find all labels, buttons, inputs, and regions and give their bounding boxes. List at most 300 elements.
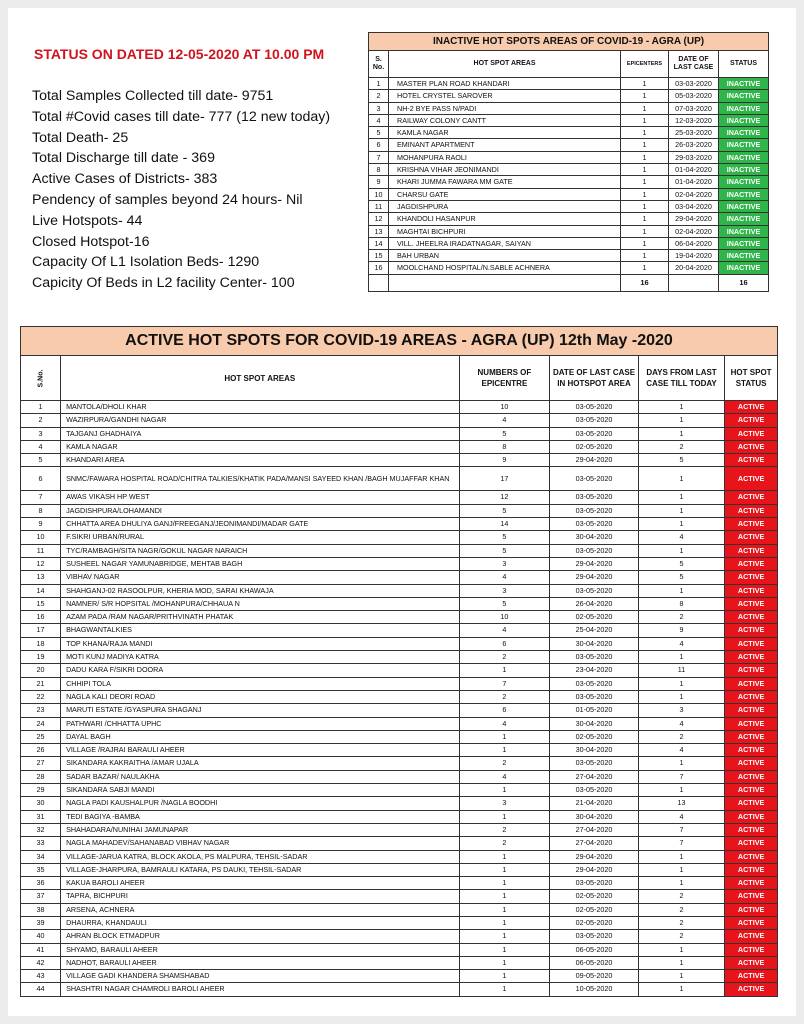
inactive-table-title: INACTIVE HOT SPOTS AREAS OF COVID-19 - AGRA (UP): [369, 33, 769, 51]
table-row: [21, 637, 778, 650]
row-days: 9: [638, 624, 724, 637]
row-days: 4: [638, 531, 724, 544]
status-badge: INACTIVE: [719, 164, 769, 176]
col-epicentre: NUMBERS OF EPICENTRE: [459, 356, 550, 401]
table-row: [369, 114, 769, 126]
status-badge: ACTIVE: [725, 544, 778, 557]
row-date: 29-04-2020: [550, 571, 639, 584]
row-days: 2: [638, 903, 724, 916]
row-sno: 31: [21, 810, 61, 823]
row-sno: 9: [21, 518, 61, 531]
row-date: 02-05-2020: [550, 903, 639, 916]
table-row: [369, 78, 769, 90]
table-row: [21, 414, 778, 427]
row-date: 03-05-2020: [550, 930, 639, 943]
row-epicenters: 1: [621, 262, 669, 274]
row-sno: 40: [21, 930, 61, 943]
row-epicentre: 9: [459, 454, 550, 467]
row-sno: 4: [21, 440, 61, 453]
row-sno: 42: [21, 956, 61, 969]
row-area: NH-2 BYE PASS N/PADI: [389, 102, 621, 114]
table-row: [21, 664, 778, 677]
row-epicenters: 1: [621, 114, 669, 126]
row-area: DAYAL BAGH: [61, 730, 460, 743]
row-date: 02-05-2020: [550, 611, 639, 624]
row-date: 27-04-2020: [550, 823, 639, 836]
row-epicenters: 1: [621, 139, 669, 151]
table-row: [21, 704, 778, 717]
status-badge: INACTIVE: [719, 237, 769, 249]
table-row: [21, 770, 778, 783]
status-badge: INACTIVE: [719, 262, 769, 274]
table-row: [21, 784, 778, 797]
col-days: DAYS FROM LAST CASE TILL TODAY: [638, 356, 724, 401]
row-date: 03-05-2020: [550, 504, 639, 517]
status-badge: INACTIVE: [719, 213, 769, 225]
row-date: 26-04-2020: [550, 597, 639, 610]
row-area: TEDI BAGIYA -BAMBA: [61, 810, 460, 823]
row-date: 06-05-2020: [550, 956, 639, 969]
row-epicentre: 1: [459, 956, 550, 969]
table-row: [21, 970, 778, 983]
row-area: TAPRA, BICHPURI: [61, 890, 460, 903]
status-badge: ACTIVE: [725, 401, 778, 414]
row-days: 1: [638, 504, 724, 517]
row-sno: 3: [21, 427, 61, 440]
row-days: 4: [638, 744, 724, 757]
row-sno: 39: [21, 916, 61, 929]
table-row: [369, 139, 769, 151]
row-area: VILLAGE-JARUA KATRA, BLOCK AKOLA, PS MALPURA, TEHSIL-SADAR: [61, 850, 460, 863]
table-row: [21, 677, 778, 690]
row-days: 1: [638, 414, 724, 427]
table-row: [21, 744, 778, 757]
row-area: SADAR BAZAR/ NAULAKHA: [61, 770, 460, 783]
row-area: AHRAN BLOCK ETMADPUR: [61, 930, 460, 943]
col-sno: S.No.: [37, 369, 45, 387]
row-epicentre: 1: [459, 890, 550, 903]
row-date: 21-04-2020: [550, 797, 639, 810]
row-date: 03-05-2020: [550, 401, 639, 414]
status-badge: ACTIVE: [725, 837, 778, 850]
table-row: [21, 584, 778, 597]
row-epicentre: 14: [459, 518, 550, 531]
status-badge: INACTIVE: [719, 139, 769, 151]
row-epicenters: 1: [621, 176, 669, 188]
table-row: [21, 504, 778, 517]
row-area: RAILWAY COLONY CANTT: [389, 114, 621, 126]
row-area: NAGLA KALI DEORI ROAD: [61, 690, 460, 703]
row-area: MARUTI ESTATE /GYASPURA SHAGANJ: [61, 704, 460, 717]
row-date: 30-04-2020: [550, 531, 639, 544]
row-area: JAGDISHPURA/LOHAMANDI: [61, 504, 460, 517]
row-date: 29-04-2020: [669, 213, 719, 225]
row-date: 02-04-2020: [669, 188, 719, 200]
row-date: 03-05-2020: [550, 677, 639, 690]
row-date: 03-05-2020: [550, 784, 639, 797]
row-days: 1: [638, 757, 724, 770]
row-epicentre: 1: [459, 850, 550, 863]
row-days: 8: [638, 597, 724, 610]
row-sno: 18: [21, 637, 61, 650]
row-area: TYC/RAMBAGH/SITA NAGR/GOKUL NAGAR NARAICH: [61, 544, 460, 557]
row-area: WAZIRPURA/GANDHI NAGAR: [61, 414, 460, 427]
col-sno: S. No.: [369, 51, 389, 78]
row-sno: 14: [21, 584, 61, 597]
row-days: 2: [638, 930, 724, 943]
row-sno: 10: [369, 188, 389, 200]
row-epicentre: 4: [459, 717, 550, 730]
row-days: 2: [638, 916, 724, 929]
row-days: 1: [638, 677, 724, 690]
table-row: [21, 903, 778, 916]
row-sno: 1: [369, 78, 389, 90]
table-row: [369, 237, 769, 249]
row-days: 1: [638, 850, 724, 863]
status-badge: ACTIVE: [725, 427, 778, 440]
row-date: 03-05-2020: [550, 544, 639, 557]
status-badge: ACTIVE: [725, 584, 778, 597]
row-area: KRISHNA VIHAR JEONIMANDI: [389, 164, 621, 176]
status-badge: INACTIVE: [719, 200, 769, 212]
row-days: 1: [638, 401, 724, 414]
row-date: 29-04-2020: [550, 863, 639, 876]
row-epicenters: 1: [621, 127, 669, 139]
col-date: DATE OF LAST CASE IN HOTSPOT AREA: [550, 356, 639, 401]
row-days: 1: [638, 491, 724, 504]
row-sno: 41: [21, 943, 61, 956]
row-days: 1: [638, 651, 724, 664]
row-sno: 21: [21, 677, 61, 690]
table-row: [21, 956, 778, 969]
row-date: 03-05-2020: [550, 518, 639, 531]
row-sno: 11: [369, 200, 389, 212]
row-epicentre: 5: [459, 544, 550, 557]
row-area: KAKUA BAROLI AHEER: [61, 877, 460, 890]
row-area: SHAHADARA/NUNIHAI JAMUNAPAR: [61, 823, 460, 836]
row-epicentre: 2: [459, 757, 550, 770]
table-row: [369, 213, 769, 225]
row-area: SHAHGANJ-02 RASOOLPUR, KHERIA MOD, SARAI KHAWAJA: [61, 584, 460, 597]
status-badge: ACTIVE: [725, 467, 778, 491]
status-badge: ACTIVE: [725, 784, 778, 797]
status-badge: INACTIVE: [719, 151, 769, 163]
status-badge: ACTIVE: [725, 504, 778, 517]
table-row: [21, 454, 778, 467]
row-days: 1: [638, 690, 724, 703]
row-days: 1: [638, 970, 724, 983]
row-sno: 6: [369, 139, 389, 151]
col-area: HOT SPOT AREAS: [389, 51, 621, 78]
row-date: 01-04-2020: [669, 164, 719, 176]
row-sno: 20: [21, 664, 61, 677]
stat-line: Total Samples Collected till date- 9751: [32, 88, 274, 104]
row-epicenters: 1: [621, 102, 669, 114]
row-date: 02-04-2020: [669, 225, 719, 237]
status-badge: INACTIVE: [719, 188, 769, 200]
row-sno: 34: [21, 850, 61, 863]
row-days: 1: [638, 863, 724, 876]
row-days: 5: [638, 454, 724, 467]
row-days: 2: [638, 890, 724, 903]
row-date: 12-03-2020: [669, 114, 719, 126]
row-days: 1: [638, 983, 724, 996]
row-epicentre: 5: [459, 427, 550, 440]
row-days: 1: [638, 467, 724, 491]
inactive-hotspots-table: [368, 32, 769, 292]
status-badge: INACTIVE: [719, 102, 769, 114]
status-badge: INACTIVE: [719, 114, 769, 126]
row-sno: 7: [369, 151, 389, 163]
inactive-total-status: 16: [719, 274, 769, 291]
stats-list: [32, 86, 377, 294]
row-date: 02-05-2020: [550, 730, 639, 743]
row-epicentre: 6: [459, 704, 550, 717]
row-area: AWAS VIKASH HP WEST: [61, 491, 460, 504]
row-epicentre: 1: [459, 877, 550, 890]
row-date: 25-03-2020: [669, 127, 719, 139]
row-epicentre: 4: [459, 624, 550, 637]
status-badge: ACTIVE: [725, 877, 778, 890]
row-epicentre: 12: [459, 491, 550, 504]
row-epicentre: 4: [459, 770, 550, 783]
table-row: [21, 651, 778, 664]
status-badge: ACTIVE: [725, 970, 778, 983]
row-date: 30-04-2020: [550, 637, 639, 650]
row-area: VILLAGE-JHARPURA, BAMRAULI KATARA, PS DAUKI, TEHSIL-SADAR: [61, 863, 460, 876]
row-date: 26-03-2020: [669, 139, 719, 151]
row-date: 06-04-2020: [669, 237, 719, 249]
row-epicentre: 2: [459, 823, 550, 836]
row-area: NADHOT, BARAULI AHEER: [61, 956, 460, 969]
row-area: EMINANT APARTMENT: [389, 139, 621, 151]
table-row: [369, 200, 769, 212]
row-epicenters: 1: [621, 188, 669, 200]
row-sno: 13: [21, 571, 61, 584]
row-epicentre: 5: [459, 504, 550, 517]
row-area: KAMLA NAGAR: [389, 127, 621, 139]
status-badge: ACTIVE: [725, 440, 778, 453]
row-epicentre: 1: [459, 863, 550, 876]
table-row: [21, 890, 778, 903]
table-row: [369, 188, 769, 200]
table-row: [21, 531, 778, 544]
inactive-total-epicenters: 16: [621, 274, 669, 291]
row-sno: 33: [21, 837, 61, 850]
table-row: [21, 467, 778, 491]
row-days: 1: [638, 943, 724, 956]
status-badge: ACTIVE: [725, 611, 778, 624]
row-sno: 35: [21, 863, 61, 876]
row-area: KHARI JUMMA FAWARA MM GATE: [389, 176, 621, 188]
row-epicentre: 1: [459, 930, 550, 943]
row-sno: 15: [369, 250, 389, 262]
status-badge: ACTIVE: [725, 956, 778, 969]
row-days: 4: [638, 637, 724, 650]
row-epicentre: 10: [459, 401, 550, 414]
status-badge: ACTIVE: [725, 770, 778, 783]
table-row: [21, 837, 778, 850]
table-row: [21, 730, 778, 743]
stat-line: Live Hotspots- 44: [32, 212, 143, 229]
row-sno: 14: [369, 237, 389, 249]
row-area: CHARSU GATE: [389, 188, 621, 200]
row-area: AZAM PADA /RAM NAGAR/PRITHVINATH PHATAK: [61, 611, 460, 624]
row-epicentre: 3: [459, 557, 550, 570]
row-sno: 37: [21, 890, 61, 903]
status-badge: ACTIVE: [725, 797, 778, 810]
row-date: 30-04-2020: [550, 810, 639, 823]
row-date: 03-05-2020: [550, 651, 639, 664]
row-epicentre: 2: [459, 651, 550, 664]
table-row: [21, 717, 778, 730]
row-date: 03-05-2020: [550, 584, 639, 597]
status-badge: ACTIVE: [725, 637, 778, 650]
table-row: [21, 611, 778, 624]
row-epicentre: 10: [459, 611, 550, 624]
row-area: SHASHTRI NAGAR CHAMROLI BAROLI AHEER: [61, 983, 460, 996]
row-days: 1: [638, 877, 724, 890]
row-area: NAGLA PADI KAUSHALPUR /NAGLA BOODHI: [61, 797, 460, 810]
row-epicenters: 1: [621, 151, 669, 163]
row-days: 1: [638, 956, 724, 969]
row-days: 5: [638, 571, 724, 584]
row-epicentre: 1: [459, 784, 550, 797]
status-badge: ACTIVE: [725, 677, 778, 690]
row-epicentre: 1: [459, 970, 550, 983]
row-sno: 6: [21, 467, 61, 491]
status-badge: ACTIVE: [725, 518, 778, 531]
row-area: VILLAGE /RAJRAI BARAULI AHEER: [61, 744, 460, 757]
row-epicentre: 1: [459, 744, 550, 757]
row-days: 13: [638, 797, 724, 810]
row-date: 27-04-2020: [550, 837, 639, 850]
row-date: 03-05-2020: [550, 414, 639, 427]
row-area: SUSHEEL NAGAR YAMUNABRIDGE, MEHTAB BAGH: [61, 557, 460, 570]
stat-line: Total Death- 25: [32, 129, 129, 146]
row-epicenters: 1: [621, 225, 669, 237]
row-area: VILLAGE GADI KHANDERA SHAMSHABAD: [61, 970, 460, 983]
row-days: 3: [638, 704, 724, 717]
table-row: [21, 850, 778, 863]
row-date: 05-03-2020: [669, 90, 719, 102]
table-row: [21, 943, 778, 956]
status-badge: ACTIVE: [725, 983, 778, 996]
table-row: [21, 916, 778, 929]
row-date: 29-04-2020: [550, 454, 639, 467]
row-sno: 12: [369, 213, 389, 225]
active-table-title: ACTIVE HOT SPOTS FOR COVID-19 AREAS - AGRA (UP) 12th May -2020: [21, 327, 778, 356]
row-epicenters: 1: [621, 250, 669, 262]
row-epicentre: 6: [459, 637, 550, 650]
row-area: CHHATTA AREA DHULIYA GANJ/FREEGANJ/JEONIMANDI/MADAR GATE: [61, 518, 460, 531]
row-days: 1: [638, 584, 724, 597]
row-epicentre: 3: [459, 584, 550, 597]
row-sno: 8: [369, 164, 389, 176]
row-sno: 29: [21, 784, 61, 797]
table-row: [21, 690, 778, 703]
row-epicenters: 1: [621, 237, 669, 249]
table-row: [21, 823, 778, 836]
row-sno: 3: [369, 102, 389, 114]
row-sno: 1: [21, 401, 61, 414]
row-area: CHHIPI TOLA: [61, 677, 460, 690]
status-badge: ACTIVE: [725, 757, 778, 770]
row-epicentre: 1: [459, 916, 550, 929]
row-area: MAGHTAI BICHPURI: [389, 225, 621, 237]
row-days: 2: [638, 440, 724, 453]
row-date: 07-03-2020: [669, 102, 719, 114]
table-row: [21, 518, 778, 531]
row-epicentre: 2: [459, 690, 550, 703]
row-area: DHAURRA, KHANDAULI: [61, 916, 460, 929]
row-epicentre: 4: [459, 414, 550, 427]
row-sno: 2: [21, 414, 61, 427]
row-epicentre: 5: [459, 531, 550, 544]
row-epicentre: 4: [459, 571, 550, 584]
row-date: 29-04-2020: [550, 557, 639, 570]
row-epicentre: 5: [459, 597, 550, 610]
row-sno: 25: [21, 730, 61, 743]
col-status: STATUS: [719, 51, 769, 78]
row-area: TOP KHANA/RAJA MANDI: [61, 637, 460, 650]
row-sno: 7: [21, 491, 61, 504]
row-sno: 11: [21, 544, 61, 557]
table-row: [369, 127, 769, 139]
row-date: 03-05-2020: [550, 690, 639, 703]
row-sno: 5: [21, 454, 61, 467]
row-epicenters: 1: [621, 90, 669, 102]
row-sno: 16: [21, 611, 61, 624]
row-area: VIBHAV NAGAR: [61, 571, 460, 584]
row-date: 20-04-2020: [669, 262, 719, 274]
row-area: SIKANDARA KAKRAITHA /AMAR UJALA: [61, 757, 460, 770]
table-row: [21, 491, 778, 504]
row-sno: 19: [21, 651, 61, 664]
status-badge: ACTIVE: [725, 863, 778, 876]
col-epicenters: EPICENTERS: [621, 51, 669, 78]
status-title: STATUS ON DATED 12-05-2020 AT 10.00 PM: [34, 46, 325, 62]
table-row: [369, 250, 769, 262]
status-badge: ACTIVE: [725, 454, 778, 467]
row-area: MANTOLA/DHOLI KHAR: [61, 401, 460, 414]
table-row: [21, 983, 778, 996]
table-row: [21, 757, 778, 770]
row-epicentre: 2: [459, 837, 550, 850]
status-badge: ACTIVE: [725, 890, 778, 903]
table-row: [369, 262, 769, 274]
row-sno: 5: [369, 127, 389, 139]
row-date: 27-04-2020: [550, 770, 639, 783]
row-sno: 13: [369, 225, 389, 237]
row-area: BHAGWANTALKIES: [61, 624, 460, 637]
status-badge: ACTIVE: [725, 730, 778, 743]
row-days: 11: [638, 664, 724, 677]
table-row: [21, 797, 778, 810]
row-area: MOOLCHAND HOSPITAL/N.SABLE ACHNERA: [389, 262, 621, 274]
row-epicentre: 3: [459, 797, 550, 810]
row-epicenters: 1: [621, 164, 669, 176]
table-row: [21, 877, 778, 890]
row-area: MASTER PLAN ROAD KHANDARI: [389, 78, 621, 90]
table-row: [21, 401, 778, 414]
row-sno: 8: [21, 504, 61, 517]
row-days: 1: [638, 784, 724, 797]
row-sno: 16: [369, 262, 389, 274]
row-sno: 38: [21, 903, 61, 916]
row-area: SHYAMO, BARAULI AHEER: [61, 943, 460, 956]
row-sno: 28: [21, 770, 61, 783]
